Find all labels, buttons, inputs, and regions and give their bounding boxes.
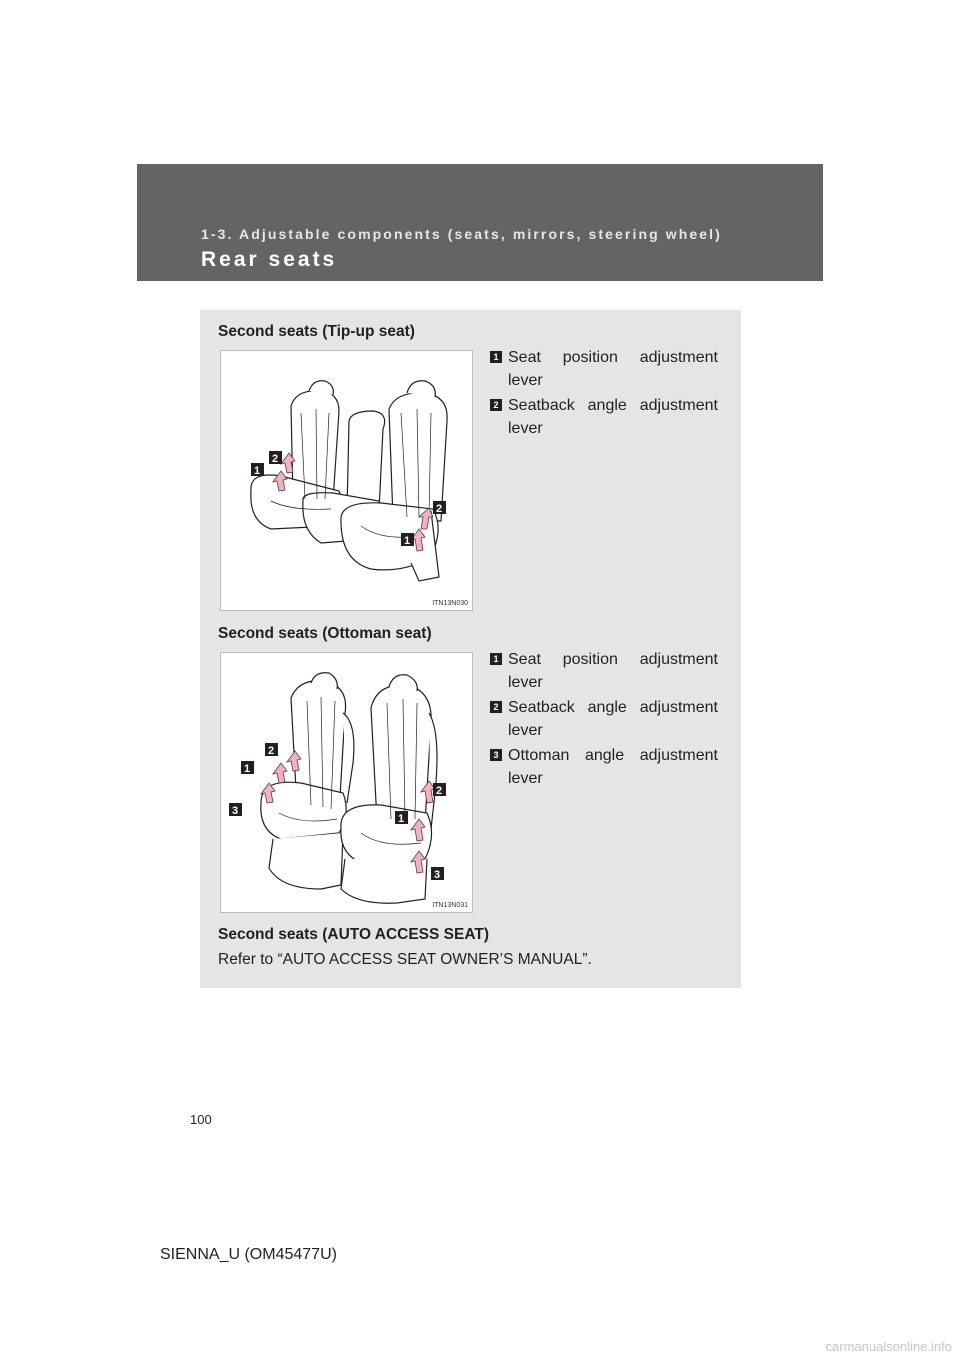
- legend-label: Seatback angle adjustment lever: [508, 699, 718, 739]
- callout-number: 1: [490, 653, 502, 665]
- svg-text:2: 2: [436, 785, 443, 797]
- ottoman-image-code: ITN13N031: [432, 902, 468, 909]
- watermark: carmanualsonline.info: [825, 1339, 952, 1354]
- auto-access-reference: Refer to “AUTO ACCESS SEAT OWNER’S MANUAL”.: [218, 951, 592, 968]
- list-item: [490, 394, 718, 440]
- page-title: Rear seats: [201, 248, 338, 271]
- list-item: [490, 648, 718, 694]
- ottoman-seat-drawing: [221, 653, 472, 912]
- tipup-legend: [490, 346, 718, 442]
- auto-access-heading: Second seats (AUTO ACCESS SEAT): [218, 926, 490, 943]
- svg-text:2: 2: [436, 503, 443, 515]
- section-title: 1-3. Adjustable components (seats, mirrors, steering wheel): [201, 226, 722, 242]
- legend-label: Seat position adjustment lever: [508, 349, 718, 389]
- svg-text:2: 2: [268, 745, 275, 757]
- ottoman-legend: [490, 648, 718, 792]
- tipup-image-code: ITN13N030: [432, 600, 468, 607]
- list-item: [490, 696, 718, 742]
- page-number: 100: [190, 1112, 212, 1127]
- svg-text:1: 1: [244, 763, 251, 775]
- tipup-seat-illustration: [220, 350, 473, 611]
- svg-text:2: 2: [272, 453, 279, 465]
- svg-text:1: 1: [404, 535, 411, 547]
- callout-number: 2: [490, 701, 502, 713]
- legend-label: Seat position adjustment lever: [508, 651, 718, 691]
- legend-label: Ottoman angle adjustment lever: [508, 747, 718, 787]
- list-item: [490, 744, 718, 790]
- tipup-heading: Second seats (Tip-up seat): [218, 323, 415, 340]
- callout-number: 2: [490, 399, 502, 411]
- svg-text:3: 3: [434, 869, 441, 881]
- list-item: [490, 346, 718, 392]
- callout-number: 1: [490, 351, 502, 363]
- svg-text:1: 1: [398, 813, 405, 825]
- section-header: [137, 164, 823, 281]
- legend-label: Seatback angle adjustment lever: [508, 397, 718, 437]
- svg-text:3: 3: [232, 805, 239, 817]
- footer-model: SIENNA_U (OM45477U): [160, 1246, 337, 1263]
- callout-number: 3: [490, 749, 502, 761]
- ottoman-heading: Second seats (Ottoman seat): [218, 625, 432, 642]
- svg-text:1: 1: [254, 465, 261, 477]
- ottoman-seat-illustration: [220, 652, 473, 913]
- tipup-seat-drawing: [221, 351, 472, 610]
